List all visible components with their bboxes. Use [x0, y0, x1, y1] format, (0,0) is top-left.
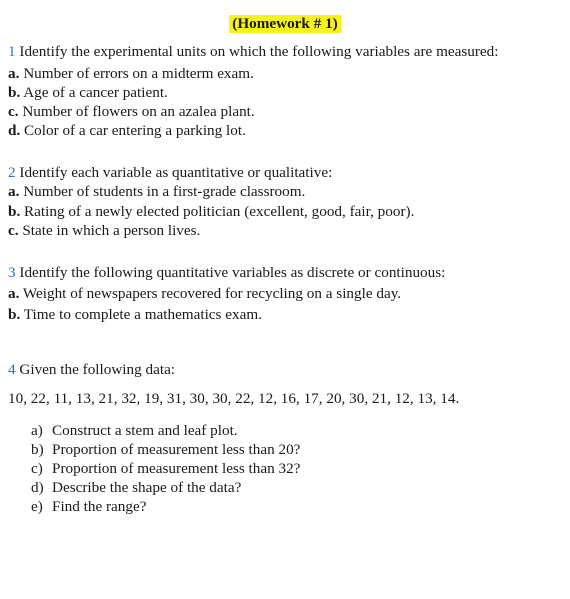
item-text: Number of students in a first-grade classroom.	[23, 183, 306, 200]
item-text: Weight of newspapers recovered for recycling on a single day.	[22, 285, 402, 302]
question-1-item-b	[8, 83, 168, 102]
task-text: Describe the shape of the data?	[52, 479, 242, 496]
item-label: a.	[8, 65, 20, 82]
question-2	[8, 163, 332, 182]
question-1-text: Identify the experimental units on which the following variables are measured:	[19, 43, 499, 60]
task-label: d)	[31, 479, 44, 496]
item-label: c.	[8, 222, 19, 239]
item-label: a.	[8, 285, 20, 302]
question-1-item-c	[8, 102, 255, 121]
task-text: Find the range?	[52, 498, 147, 515]
question-3-text: Identify the following quantitative variables as discrete or continuous:	[19, 264, 446, 281]
question-4-data: 10, 22, 11, 13, 21, 32, 19, 31, 30, 30, 22, 12, 16, 17, 20, 30, 21, 12, 13, 14.	[8, 390, 460, 407]
task-label: e)	[31, 498, 43, 515]
task-text: Proportion of measurement less than 20?	[52, 441, 301, 458]
task-text: Construct a stem and leaf plot.	[52, 422, 238, 439]
question-3-item-a	[8, 284, 401, 303]
item-label: c.	[8, 103, 19, 120]
question-3	[8, 263, 445, 282]
item-label: b.	[8, 84, 21, 101]
question-1-item-a	[8, 64, 254, 83]
question-2-item-b	[8, 202, 414, 221]
task-text: Proportion of measurement less than 32?	[52, 460, 301, 477]
question-1-item-d	[8, 121, 246, 140]
title-container	[0, 14, 570, 33]
item-text: Time to complete a mathematics exam.	[23, 306, 262, 323]
task-label: b)	[31, 441, 44, 458]
item-label: b.	[8, 203, 21, 220]
item-label: d.	[8, 122, 21, 139]
question-4-task-e	[31, 497, 146, 516]
task-label: a)	[31, 422, 43, 439]
question-2-item-a	[8, 182, 305, 201]
item-text: Age of a cancer patient.	[23, 84, 168, 101]
question-4-number: 4	[8, 361, 16, 378]
question-1-number: 1	[8, 43, 16, 60]
question-4-task-a	[31, 421, 238, 440]
question-2-item-c	[8, 221, 200, 240]
question-1	[8, 42, 499, 61]
item-text: Rating of a newly elected politician (excellent, good, fair, poor).	[24, 203, 415, 220]
question-2-text: Identify each variable as quantitative or qualitative:	[19, 164, 333, 181]
question-4-task-b	[31, 440, 300, 459]
question-3-item-b	[8, 305, 262, 324]
task-label: c)	[31, 460, 43, 477]
item-text: State in which a person lives.	[22, 222, 201, 239]
question-2-number: 2	[8, 164, 16, 181]
item-label: a.	[8, 183, 20, 200]
item-text: Number of flowers on an azalea plant.	[22, 103, 255, 120]
question-4-task-c	[31, 459, 300, 478]
item-text: Number of errors on a midterm exam.	[23, 65, 254, 82]
item-label: b.	[8, 306, 21, 323]
question-4-text: Given the following data:	[19, 361, 176, 378]
item-text: Color of a car entering a parking lot.	[24, 122, 246, 139]
question-4-task-d	[31, 478, 241, 497]
question-3-number: 3	[8, 264, 16, 281]
page-title: (Homework # 1)	[229, 15, 340, 33]
question-4	[8, 360, 175, 379]
